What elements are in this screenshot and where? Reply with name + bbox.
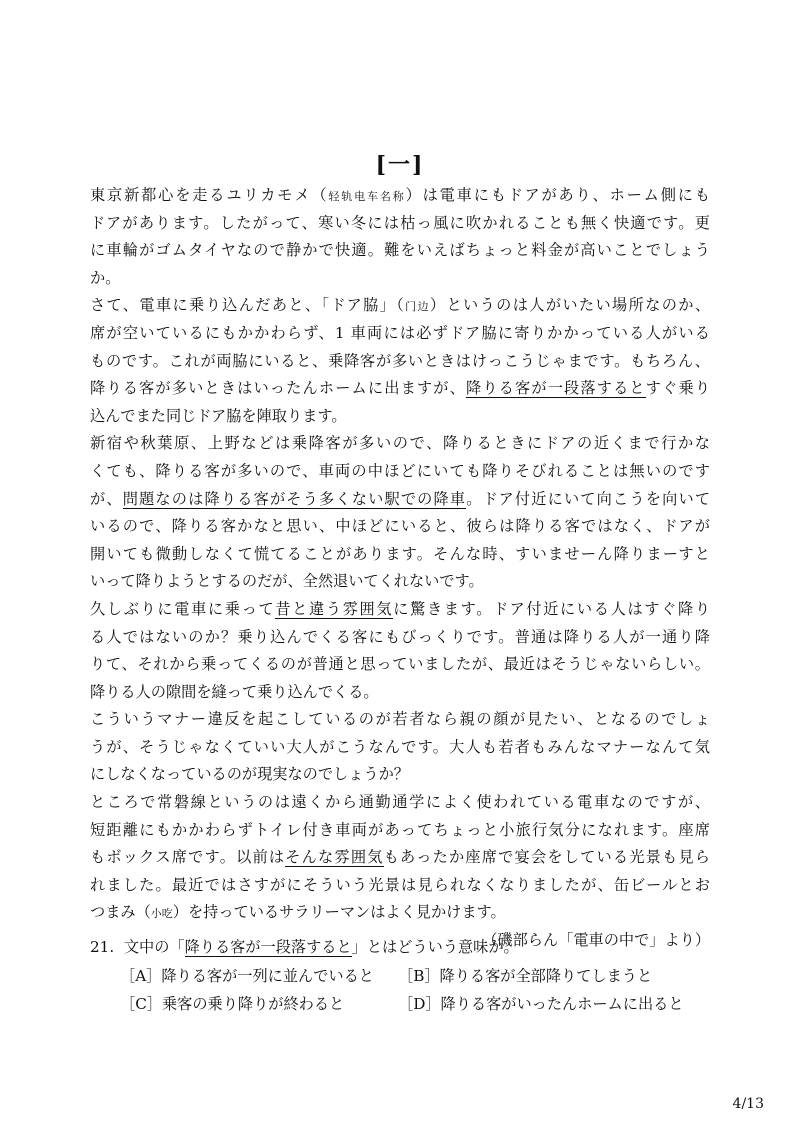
underlined-phrase: 昔と違う雰囲気 — [275, 599, 394, 618]
passage-line: いって降りようとするのだが、全然退いてくれないです。 — [90, 572, 484, 591]
gloss-note: 轻轨电车名称 — [328, 190, 406, 203]
page-number: 4/13 — [732, 1096, 764, 1112]
reading-passage — [90, 182, 710, 955]
passage-line: りて、それから乗ってくるのが普通と思っていましたが、最近はそうじゃないらしい。 — [90, 655, 710, 674]
passage-line: 降りる客が多いときはいったんホームに出ますが、降りる客が一段落するとすぐ乗り — [90, 379, 711, 398]
passage-line: 短距離にもかかわらずトイレ付き車両があってちょっと小旅行気分になれます。座席 — [90, 820, 710, 839]
passage-line: 込んでまた同じドア脇を陣取ります。 — [90, 406, 347, 425]
passage-line: 新宿や秋葉原、上野などは乗降客が多いので、降りるときにドアの近くまで行かな — [90, 434, 710, 453]
passage-line: 降りる人の隙間を縫って乗り込んでくる。 — [90, 682, 379, 701]
passage-line: いるので、降りる客かなと思い、中ほどにいると、彼らは降りる客ではなく、ドアが — [90, 517, 710, 536]
passage-line: うが、そうじゃなくていい大人がこうなんです。大人も若者もみんなマナーなんて気 — [90, 737, 710, 756]
passage-line: こういうマナー違反を起こしているのが若者なら親の顔が見たい、となるのでしょ — [90, 710, 711, 729]
question-21 — [90, 932, 710, 1018]
passage-line: か。 — [90, 268, 121, 287]
passage-line: 席が空いているにもかかわらず、1 車両には必ずドア脇に寄りかかっている人がいる — [90, 323, 710, 342]
option-b: ［B］降りる客が全部降りてしまうと — [398, 967, 653, 985]
underlined-phrase: 問題なのは降りる客がそう多くない駅での降車 — [122, 489, 467, 508]
passage-line: ものです。これが両脇にいると、乗降客が多いときはけっこうじゃまです。もちろん、 — [90, 351, 710, 370]
gloss-note: 门边 — [405, 300, 430, 314]
gloss-note: 小吃 — [150, 907, 173, 921]
passage-line: つまみ（小吃）を持っているサラリーマンはよく見かけます。 — [90, 903, 506, 922]
options-row — [90, 990, 710, 1018]
option-d: ［D］降りる客がいったんホームに出ると — [398, 995, 684, 1013]
options-row — [90, 962, 710, 990]
section-title: [一] — [375, 152, 425, 178]
passage-line: 久しぶりに電車に乗って昔と違う雰囲気に驚きます。ドア付近にいる人はすぐ降り — [90, 599, 711, 618]
option-c: ［C］乗客の乗り降りが終わると — [120, 995, 345, 1013]
passage-line: れました。最近ではさすがにそういう光景は見られなくなりましたが、缶ビールとお — [90, 875, 710, 894]
option-a: ［A］降りる客が一列に並んでいると — [120, 967, 374, 985]
passage-line: 東京新都心を走るユリカモメ（轻轨电车名称）は電車にもドアがあり、ホーム側にも — [90, 186, 710, 204]
passage-line: ドアがあります。したがって、寒い冬には枯っ風に吹かれることも無く快適です。更 — [90, 213, 710, 232]
passage-line: に車輪がゴムタイヤなので静かで快適。難をいえばちょっと料金が高いことでしょう — [90, 241, 710, 260]
source-citation: （磯部らん「電車の中で」より） — [482, 931, 710, 950]
passage-line: が、問題なのは降りる客がそう多くない駅での降車。ドア付近にいて向こうを向いて — [90, 489, 711, 508]
passage-line: 開いても微動しなくて慌てることがあります。そんな時、すいませーん降りまーすと — [90, 544, 710, 563]
question-number: 21. — [90, 938, 115, 956]
passage-line: もボックス席です。以前はそんな雰囲気もあったか座席で宴会をしている光景も見ら — [90, 848, 710, 867]
question-stem: 21. 文中の「降りる客が一段落すると」とはどういう意味か。 — [90, 938, 519, 956]
passage-line: さて、電車に乗り込んだあと、「ドア脇」（门边）というのは人がいたい場所なのか、 — [90, 296, 711, 315]
passage-line: る人ではないのか？乗り込んでくる客にもびっくりです。普通は降りる人が一通り降 — [90, 627, 710, 646]
underlined-phrase: そんな雰囲気 — [285, 848, 384, 867]
underlined-phrase: 降りる客が一段落すると — [184, 938, 352, 956]
underlined-phrase: 降りる客が一段落すると — [465, 379, 646, 398]
passage-line: くても、降りる客が多いので、車両の中ほどにいても降りそびれることは無いのです — [90, 461, 710, 480]
passage-line: にしなくなっているのが現実なのでしょうか？ — [90, 765, 409, 784]
passage-line: ところで常磐線というのは遠くから通勤通学によく使われている電車なのですが、 — [90, 793, 710, 812]
